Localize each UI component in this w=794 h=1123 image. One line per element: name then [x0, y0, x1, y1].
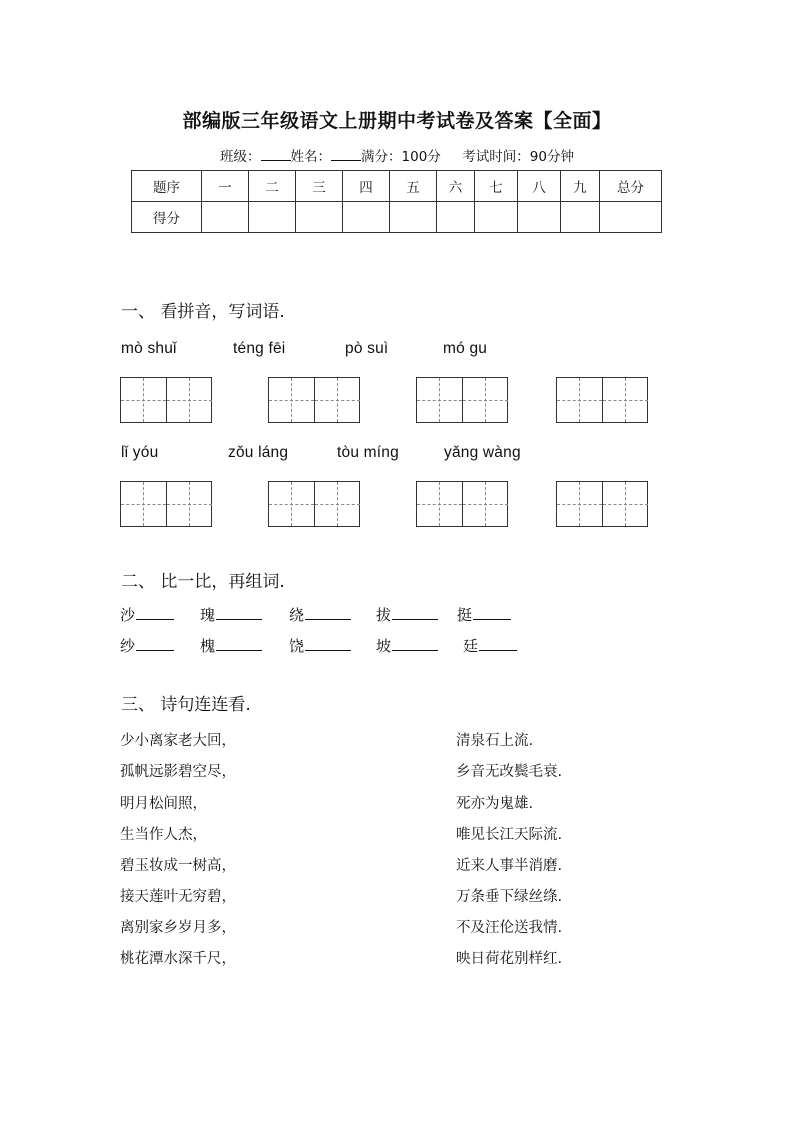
score-table-header-row — [132, 171, 662, 202]
score-cell[interactable] — [437, 202, 475, 233]
poem-left-line[interactable]: 少小离家老大回， — [120, 733, 236, 749]
writing-grid[interactable] — [556, 481, 648, 527]
pinyin-label: tòu míng — [337, 444, 399, 461]
full-score-label: 满分：100分 — [361, 149, 441, 165]
header-cell: 一 — [202, 171, 249, 202]
answer-blank[interactable] — [392, 636, 438, 651]
compare-item: 拔 — [376, 604, 438, 625]
poem-right-line[interactable]: 近来人事半消磨. — [456, 858, 563, 874]
section1-title: 一、 看拼音，写词语. — [121, 302, 285, 322]
writing-grid[interactable] — [556, 377, 648, 423]
compare-item: 槐 — [200, 635, 262, 656]
answer-blank[interactable] — [136, 636, 174, 651]
header-cell: 七 — [475, 171, 518, 202]
score-cell[interactable] — [343, 202, 390, 233]
writing-grid[interactable] — [268, 481, 360, 527]
writing-grid[interactable] — [416, 481, 508, 527]
name-blank[interactable] — [331, 148, 361, 161]
section3-title: 三、 诗句连连看. — [121, 695, 251, 715]
header-cell: 八 — [518, 171, 561, 202]
poem-right-line[interactable]: 死亦为鬼雄. — [456, 796, 534, 812]
poem-left-line[interactable]: 明月松间照， — [120, 796, 207, 812]
pinyin-label: zǒu láng — [228, 444, 289, 461]
pinyin-label: lǐ yóu — [121, 444, 159, 461]
compare-item: 绕 — [289, 604, 351, 625]
compare-item: 廷 — [463, 635, 517, 656]
answer-blank[interactable] — [479, 636, 517, 651]
pinyin-label: yǎng wàng — [444, 444, 521, 461]
poem-left-line[interactable]: 桃花潭水深千尺， — [120, 951, 236, 967]
poem-right-line[interactable]: 万条垂下绿丝绦. — [456, 889, 563, 905]
writing-grid[interactable] — [416, 377, 508, 423]
score-cell[interactable] — [390, 202, 437, 233]
score-cell[interactable] — [518, 202, 561, 233]
answer-blank[interactable] — [216, 605, 262, 620]
poem-right-line[interactable]: 映日荷花别样红. — [456, 951, 563, 967]
header-cell: 九 — [561, 171, 600, 202]
score-cell[interactable] — [202, 202, 249, 233]
poem-right-line[interactable]: 清泉石上流. — [456, 733, 534, 749]
compare-item: 纱 — [120, 635, 174, 656]
score-table — [131, 170, 662, 233]
poem-right-line[interactable]: 唯见长江天际流. — [456, 827, 563, 843]
writing-grid[interactable] — [268, 377, 360, 423]
score-cell[interactable] — [249, 202, 296, 233]
section2-title: 二、 比一比，再组词. — [121, 572, 285, 592]
poem-left-line[interactable]: 生当作人杰， — [120, 827, 207, 843]
poem-left-line[interactable]: 离别家乡岁月多， — [120, 920, 236, 936]
exam-time-label: 考试时间：90分钟 — [462, 149, 574, 165]
header-cell: 二 — [249, 171, 296, 202]
header-cell: 总分 — [600, 171, 662, 202]
header-cell: 题序 — [132, 171, 202, 202]
writing-grid[interactable] — [120, 481, 212, 527]
answer-blank[interactable] — [216, 636, 262, 651]
pinyin-label: mò shuǐ — [121, 340, 177, 357]
score-cell[interactable] — [561, 202, 600, 233]
page-title: 部编版三年级语文上册期中考试卷及答案【全面】 — [182, 110, 612, 132]
exam-info-line — [0, 145, 794, 165]
poem-left-line[interactable]: 接天莲叶无穷碧， — [120, 889, 236, 905]
pinyin-label: mó gu — [443, 340, 488, 357]
header-cell: 四 — [343, 171, 390, 202]
name-label: 姓名： — [290, 149, 332, 165]
header-cell: 三 — [296, 171, 343, 202]
poem-left-line[interactable]: 孤帆远影碧空尽， — [120, 764, 236, 780]
answer-blank[interactable] — [305, 605, 351, 620]
pinyin-label: téng fēi — [233, 340, 286, 357]
answer-blank[interactable] — [392, 605, 438, 620]
poem-left-line[interactable]: 碧玉妆成一树高， — [120, 858, 236, 874]
answer-blank[interactable] — [473, 605, 511, 620]
poem-right-line[interactable]: 乡音无改鬓毛衰. — [456, 764, 563, 780]
compare-item: 饶 — [289, 635, 351, 656]
poem-right-line[interactable]: 不及汪伦送我情. — [456, 920, 563, 936]
writing-grid[interactable] — [120, 377, 212, 423]
answer-blank[interactable] — [136, 605, 174, 620]
compare-item: 坡 — [376, 635, 438, 656]
header-cell: 六 — [437, 171, 475, 202]
answer-blank[interactable] — [305, 636, 351, 651]
pinyin-label: pò suì — [345, 340, 389, 357]
row-label: 得分 — [132, 202, 202, 233]
score-cell[interactable] — [296, 202, 343, 233]
compare-item: 沙 — [120, 604, 174, 625]
score-table-score-row — [132, 202, 662, 233]
class-blank[interactable] — [261, 148, 291, 161]
score-cell[interactable] — [600, 202, 662, 233]
header-cell: 五 — [390, 171, 437, 202]
score-cell[interactable] — [475, 202, 518, 233]
class-label: 班级： — [220, 149, 261, 165]
compare-item: 瑰 — [200, 604, 262, 625]
compare-item: 挺 — [457, 604, 511, 625]
